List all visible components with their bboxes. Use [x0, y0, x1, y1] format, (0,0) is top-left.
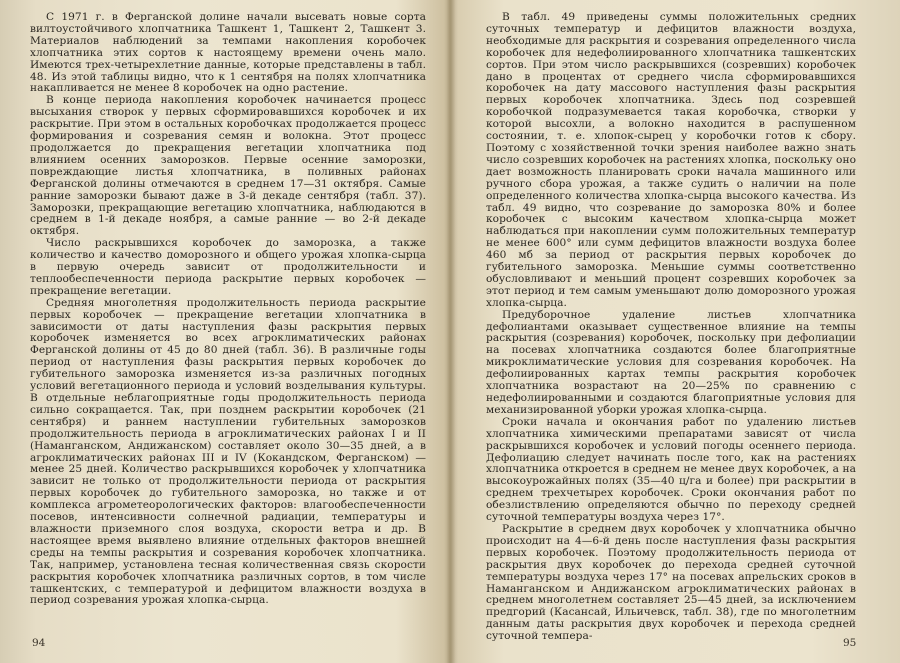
- left-page: [30, 12, 426, 607]
- book-gutter: [444, 0, 458, 663]
- paragraph: С 1971 г. в Ферганской долине начали высевать новые сорта вилтоустойчивого хлопчатника Ташкент 1, Ташкент 2, Ташкент 3. Материалов наблюдений за темпами накопления коробочек хлопчатника этих сортов к настоящему времени очень мало. Имеются трех-четырехлетние данные, которые представлены в табл. 48. Из этой таблицы видно, что к 1 сентября на полях хлопчатника накапливается не менее 8 коробочек на одно растение.: [30, 11, 426, 95]
- page-number-right: 95: [843, 637, 857, 649]
- paragraph: Сроки начала и окончания работ по удалению листьев хлопчатника химическими препаратами зависят от числа раскрывшихся коробочек и условий погоды осеннего периода. Дефолиацию следует начинать после того, как на растениях хлопчатника откроется в среднем не менее двух коробочек, а на высокоурожайных полях (35—40 ц/га и более) при раскрытии в среднем трехчетырех коробочек. Сроки окончания работ по обезлиствлению определяются обычно по переходу средней суточной температуры воздуха через 17°.: [486, 415, 856, 524]
- paragraph: В табл. 49 приведены суммы положительных средних суточных температур и дефицитов влажности воздуха, необходимые для раскрытия и созревания определенного числа коробочек для недефолиированного хлопчатника ташкентских сортов. При этом число раскрывшихся (созревших) коробочек дано в процентах от среднего числа сформировавшихся коробочек на дату массового наступления фазы раскрытия первых коробочек хлопчатника. Здесь под созревшей коробочкой подразумевается такая коробочка, створки у которой высохли, а волокно находится в распушенном состоянии, т. е. хлопок-сырец у коробочки готов к сбору. Поэтому с хозяйственной точки зрения наиболее важно знать число созревших коробочек на растениях хлопка, поскольку оно дает возможность планировать сроки начала машинного или ручного сбора урожая, а также судить о наличии на поле определенного количества хлопка-сырца высокого качества. Из табл. 49 видно, что созревание до заморозка 80% и более коробочек с высоким качеством хлопка-сырца может наблюдаться при накоплении сумм положительных температур не менее 600° или сумм дефицитов влажности воздуха более 460 мб за период от раскрытия первых коробочек до губительного заморозка. Меньшие суммы соответственно обусловливают и меньший процент созревших коробочек за этот период и тем самым уменьшают долю доморозного урожая хлопка-сырца.: [486, 11, 856, 309]
- paragraph: Предуборочное удаление листьев хлопчатника дефолиантами оказывает существенное влияние на темпы раскрытия (созревания) коробочек, поскольку при дефолиации на посевах хлопчатника создаются более благоприятные микроклиматические условия для созревания коробочек. На дефолиированных картах темпы раскрытия коробочек хлопчатника возрастают на 20—25% по сравнению с недефолиированными и создаются благоприятные условия для механизированной уборки урожая хлопка-сырца.: [486, 308, 856, 416]
- paragraph: Число раскрывшихся коробочек до заморозка, а также количество и качество доморозного и общего урожая хлопка-сырца в первую очередь зависит от продолжительности и теплообеспеченности периода раскрытие первых коробочек — прекращение вегетации.: [30, 237, 426, 297]
- right-page: [486, 12, 856, 643]
- paragraph: Средняя многолетняя продолжительность периода раскрытие первых коробочек — прекращение вегетации хлопчатника в зависимости от даты наступления фазы раскрытия первых коробочек изменяется во всех агроклиматических районах Ферганской долины от 45 до 80 дней (табл. 36). В различные годы период от наступления фазы раскрытия первых коробочек до губительного заморозка изменяется из-за различных погодных условий вегетационного периода и условий возделывания культуры. В отдельные неблагоприятные годы продолжительность периода сильно сокращается. Так, при позднем раскрытии коробочек (21 сентября) и раннем наступлении губительных заморозков продолжительность периода в агроклиматических районах I и II (Наманганском, Андижанском) составляет около 30—35 дней, а в агроклиматических районах III и IV (Кокандском, Ферганском) — менее 25 дней. Количество раскрывшихся коробочек у хлопчатника зависит не только от продолжительности периода от раскрытия первых коробочек до губительного заморозка, но также и от комплекса агрометеорологических факторов: влагообеспеченности посевов, интенсивности солнечной радиации, температуры и влажности приземного слоя воздуха, скорости ветра и др. В настоящее время выявлено влияние отдельных факторов внешней среды на темпы раскрытия и созревания коробочек хлопчатника. Так, например, установлена тесная количественная связь скорости раскрытия коробочек хлопчатника различных сортов, в том числе ташкентских, с температурой и дефицитом влажности воздуха в период созревания урожая хлопка-сырца.: [30, 296, 426, 607]
- paragraph: В конце периода накопления коробочек начинается процесс высыхания створок у первых сформировавшихся коробочек и их раскрытие. При этом в остальных коробочках продолжается процесс формирования и созревания семян и волокна. Этот процесс продолжается до прекращения вегетации хлопчатника под влиянием осенних заморозков. Первые осенние заморозки, повреждающие листья хлопчатника, в поливных районах Ферганской долины отмечаются в среднем 17—31 октября. Самые ранние заморозки бывают даже в 3-й декаде сентября (табл. 37). Заморозки, прекращающие вегетацию хлопчатника, наблюдаются в среднем в 1-й декаде ноября, а самые ранние — во 2-й декаде октября.: [30, 94, 426, 238]
- page-number-left: 94: [32, 637, 46, 649]
- paragraph: Раскрытие в среднем двух коробочек у хлопчатника обычно происходит на 4—6-й день после наступления фазы раскрытия первых коробочек. Поэтому продолжительность периода от раскрытия двух коробочек до перехода средней суточной температуры воздуха через 17° на посевах апрельских сроков в Наманганском и Андижанском агроклиматических районах в среднем многолетнем составляет 25—45 дней, за исключением предгорий (Касансай, Ильичевск, табл. 38), где по многолетним данным даты раскрытия двух коробочек и перехода средней суточной темпера-: [486, 522, 856, 643]
